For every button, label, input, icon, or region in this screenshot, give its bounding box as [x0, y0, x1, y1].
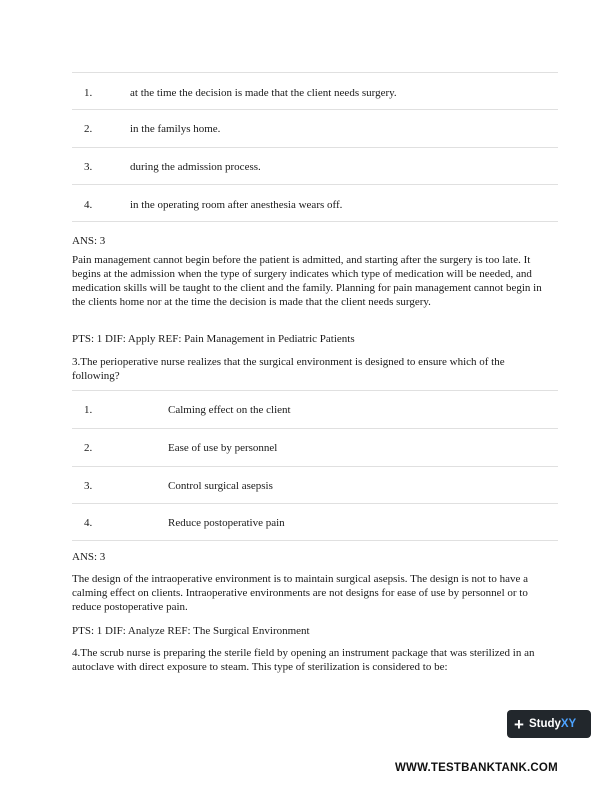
- option-text: at the time the decision is made that the client needs surgery.: [130, 87, 397, 99]
- option-number: 3.: [84, 161, 93, 173]
- option-number: 3.: [84, 480, 93, 492]
- plus-icon: +: [514, 714, 524, 734]
- footer-website: WWW.TESTBANKTANK.COM: [395, 762, 558, 774]
- option-text: Control surgical asepsis: [168, 480, 273, 492]
- table-divider: [72, 221, 558, 222]
- rationale-paragraph: Pain management cannot begin before the patient is admitted, and starting after the surgery is too late. It begins at the admission when the type of surgery indicates which type of medication will be needed, and medication skills will be taught to the client and the family. Planning for pain management cannot begin in the clients home nor at the time the decision is made that the client needs surgery.: [72, 254, 542, 308]
- option-text: Reduce postoperative pain: [168, 517, 285, 529]
- answer-line: ANS: 3: [72, 551, 106, 563]
- answer-line: ANS: 3: [72, 235, 106, 247]
- table-divider: [72, 147, 558, 148]
- question-stem: 4.The scrub nurse is preparing the sterile field by opening an instrument package that was sterilized in an autoclave with direct exposure to steam. This type of sterilization is considered to be:: [72, 647, 535, 673]
- table-divider: [72, 428, 558, 429]
- option-number: 1.: [84, 87, 93, 99]
- option-text: during the admission process.: [130, 161, 261, 173]
- option-text: Ease of use by personnel: [168, 442, 278, 454]
- option-text: in the familys home.: [130, 123, 221, 135]
- question-meta: PTS: 1 DIF: Apply REF: Pain Management in Pediatric Patients: [72, 333, 355, 345]
- table-divider: [72, 184, 558, 185]
- table-divider: [72, 466, 558, 467]
- option-number: 4.: [84, 517, 93, 529]
- option-text: in the operating room after anesthesia wears off.: [130, 199, 343, 211]
- option-number: 4.: [84, 199, 93, 211]
- table-divider: [72, 72, 558, 73]
- table-divider: [72, 503, 558, 504]
- brand-name-part1: Study: [528, 718, 561, 730]
- option-text: Calming effect on the client: [168, 404, 291, 416]
- option-number: 2.: [84, 442, 93, 454]
- question-meta: PTS: 1 DIF: Analyze REF: The Surgical Environment: [72, 625, 310, 637]
- option-number: 2.: [84, 123, 93, 135]
- rationale-paragraph: The design of the intraoperative environment is to maintain surgical asepsis. The design is not to have a calming effect on clients. Intraoperative environments are not designs for ease of use by personnel or to reduce postoperative pain.: [72, 573, 528, 613]
- brand-name-part2: XY: [560, 718, 577, 730]
- option-number: 1.: [84, 404, 93, 416]
- table-divider: [72, 390, 558, 391]
- studyxy-badge[interactable]: [507, 710, 591, 738]
- question-stem: 3.The perioperative nurse realizes that the surgical environment is designed to ensure which of the following?: [72, 356, 505, 382]
- table-divider: [72, 109, 558, 110]
- table-divider: [72, 540, 558, 541]
